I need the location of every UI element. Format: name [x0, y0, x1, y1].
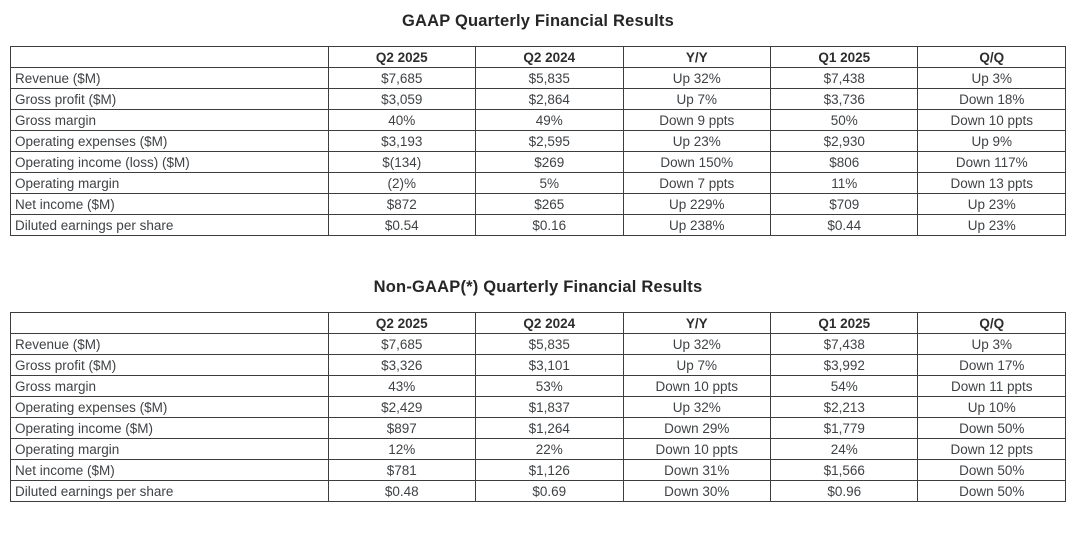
metric-value: $897 — [328, 418, 475, 439]
metric-value: $781 — [328, 460, 475, 481]
metric-label: Gross profit ($M) — [11, 89, 329, 110]
column-header: Q/Q — [918, 47, 1066, 68]
metric-value: Up 9% — [918, 131, 1066, 152]
metric-value: 53% — [476, 376, 623, 397]
table-row — [11, 397, 1066, 418]
metric-value: Down 13 ppts — [918, 173, 1066, 194]
non-gaap-table-body — [11, 334, 1066, 502]
metric-value: 50% — [771, 110, 918, 131]
metric-label: Gross margin — [11, 376, 329, 397]
metric-value: $1,264 — [476, 418, 623, 439]
metric-value: Up 23% — [623, 131, 770, 152]
metric-value: Down 9 ppts — [623, 110, 770, 131]
metric-value: $2,864 — [476, 89, 623, 110]
metric-value: $0.96 — [771, 481, 918, 502]
metric-label: Gross profit ($M) — [11, 355, 329, 376]
header-row — [11, 47, 1066, 68]
metric-value: Down 50% — [918, 481, 1066, 502]
table-row — [11, 131, 1066, 152]
metric-label: Operating income (loss) ($M) — [11, 152, 329, 173]
column-header: Q1 2025 — [771, 47, 918, 68]
table-row — [11, 110, 1066, 131]
non-gaap-results-table — [10, 312, 1066, 502]
metric-value: Down 30% — [623, 481, 770, 502]
metric-value: Down 11 ppts — [918, 376, 1066, 397]
metric-value: $7,438 — [771, 334, 918, 355]
gaap-results-table — [10, 46, 1066, 236]
metric-value: $2,429 — [328, 397, 475, 418]
non-gaap-table-header — [11, 313, 1066, 334]
table-row — [11, 334, 1066, 355]
metric-value: 5% — [476, 173, 623, 194]
metric-value: (2)% — [328, 173, 475, 194]
metric-label: Revenue ($M) — [11, 334, 329, 355]
column-header: Q2 2024 — [476, 47, 623, 68]
metric-value: $1,837 — [476, 397, 623, 418]
gaap-table-header — [11, 47, 1066, 68]
metric-value: 54% — [771, 376, 918, 397]
gaap-table-body — [11, 68, 1066, 236]
metric-value: $5,835 — [476, 334, 623, 355]
metric-label: Operating margin — [11, 439, 329, 460]
metric-value: $3,992 — [771, 355, 918, 376]
metric-value: $872 — [328, 194, 475, 215]
metric-value: Up 23% — [918, 194, 1066, 215]
metric-value: Down 10 ppts — [623, 439, 770, 460]
table-row — [11, 481, 1066, 502]
metric-value: Down 50% — [918, 418, 1066, 439]
metric-value: Down 31% — [623, 460, 770, 481]
metric-value: $265 — [476, 194, 623, 215]
metric-value: $(134) — [328, 152, 475, 173]
metric-value: $0.44 — [771, 215, 918, 236]
table-row — [11, 376, 1066, 397]
metric-value: 22% — [476, 439, 623, 460]
metric-label: Gross margin — [11, 110, 329, 131]
quarterly-financial-results-page — [10, 12, 1070, 502]
metric-value: Up 3% — [918, 68, 1066, 89]
column-header: Q2 2025 — [328, 47, 475, 68]
metric-label: Diluted earnings per share — [11, 481, 329, 502]
metric-value: 43% — [328, 376, 475, 397]
metric-value: Down 12 ppts — [918, 439, 1066, 460]
metric-value: Up 10% — [918, 397, 1066, 418]
gaap-results-section — [10, 12, 1066, 236]
metric-label: Operating expenses ($M) — [11, 397, 329, 418]
table-row — [11, 194, 1066, 215]
metric-value: Down 117% — [918, 152, 1066, 173]
metric-label: Operating income ($M) — [11, 418, 329, 439]
table-row — [11, 152, 1066, 173]
metric-value: $2,930 — [771, 131, 918, 152]
metric-value: $3,193 — [328, 131, 475, 152]
metric-value: $3,736 — [771, 89, 918, 110]
metric-value: $709 — [771, 194, 918, 215]
table-row — [11, 89, 1066, 110]
column-header: Q2 2025 — [328, 313, 475, 334]
metric-label: Net income ($M) — [11, 194, 329, 215]
column-header: Q2 2024 — [476, 313, 623, 334]
metric-value: $3,101 — [476, 355, 623, 376]
metric-label: Revenue ($M) — [11, 68, 329, 89]
metric-value: Down 17% — [918, 355, 1066, 376]
metric-value: $0.69 — [476, 481, 623, 502]
metric-value: 24% — [771, 439, 918, 460]
metric-label: Operating margin — [11, 173, 329, 194]
table-row — [11, 355, 1066, 376]
metric-value: $1,566 — [771, 460, 918, 481]
metric-value: 11% — [771, 173, 918, 194]
table-row — [11, 439, 1066, 460]
metric-value: $0.54 — [328, 215, 475, 236]
metric-value: Up 238% — [623, 215, 770, 236]
table-row — [11, 215, 1066, 236]
metric-value: $3,059 — [328, 89, 475, 110]
table-row — [11, 173, 1066, 194]
metric-value: Down 18% — [918, 89, 1066, 110]
metric-value: Up 23% — [918, 215, 1066, 236]
metric-value: $0.48 — [328, 481, 475, 502]
metric-value: $3,326 — [328, 355, 475, 376]
metric-value: $2,213 — [771, 397, 918, 418]
metric-value: $7,685 — [328, 334, 475, 355]
metric-value: Up 229% — [623, 194, 770, 215]
non-gaap-table-title: Non-GAAP(*) Quarterly Financial Results — [373, 278, 703, 296]
column-header: Q1 2025 — [771, 313, 918, 334]
column-header: Y/Y — [623, 47, 770, 68]
table-row — [11, 460, 1066, 481]
row-label-header — [11, 47, 329, 68]
metric-value: Down 29% — [623, 418, 770, 439]
metric-value: Down 150% — [623, 152, 770, 173]
metric-value: $269 — [476, 152, 623, 173]
metric-value: Up 32% — [623, 334, 770, 355]
gaap-table-title: GAAP Quarterly Financial Results — [401, 12, 674, 30]
metric-value: $5,835 — [476, 68, 623, 89]
metric-value: Up 3% — [918, 334, 1066, 355]
metric-value: Down 50% — [918, 460, 1066, 481]
metric-value: $2,595 — [476, 131, 623, 152]
metric-label: Operating expenses ($M) — [11, 131, 329, 152]
metric-value: Up 7% — [623, 355, 770, 376]
metric-value: Down 10 ppts — [918, 110, 1066, 131]
column-header: Y/Y — [623, 313, 770, 334]
metric-value: $0.16 — [476, 215, 623, 236]
table-row — [11, 418, 1066, 439]
column-header: Q/Q — [918, 313, 1066, 334]
metric-value: Up 32% — [623, 68, 770, 89]
metric-value: 49% — [476, 110, 623, 131]
metric-value: $7,685 — [328, 68, 475, 89]
metric-value: 40% — [328, 110, 475, 131]
table-row — [11, 68, 1066, 89]
metric-value: Up 7% — [623, 89, 770, 110]
metric-label: Diluted earnings per share — [11, 215, 329, 236]
metric-label: Net income ($M) — [11, 460, 329, 481]
metric-value: Down 7 ppts — [623, 173, 770, 194]
metric-value: $806 — [771, 152, 918, 173]
metric-value: Up 32% — [623, 397, 770, 418]
row-label-header — [11, 313, 329, 334]
non-gaap-results-section — [10, 278, 1066, 502]
header-row — [11, 313, 1066, 334]
metric-value: 12% — [328, 439, 475, 460]
metric-value: $1,126 — [476, 460, 623, 481]
metric-value: $7,438 — [771, 68, 918, 89]
metric-value: $1,779 — [771, 418, 918, 439]
metric-value: Down 10 ppts — [623, 376, 770, 397]
